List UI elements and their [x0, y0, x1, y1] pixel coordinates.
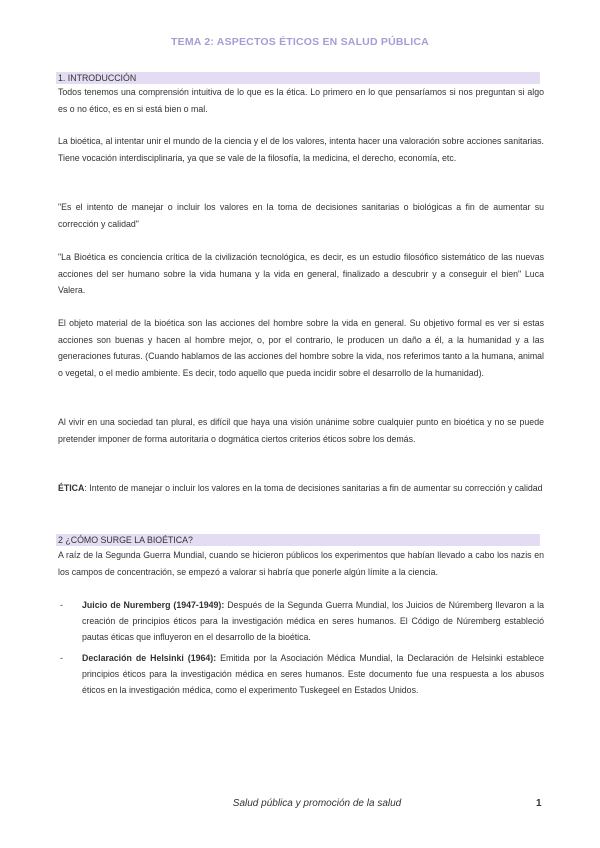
- bullet-dash: -: [60, 653, 63, 663]
- bullet-dash: -: [60, 600, 63, 610]
- paragraph-quote-1: "Es el intento de manejar o incluir los valores en la toma de decisiones sanitarias o biológicas a fin de aumentar su corrección y calidad": [58, 202, 544, 229]
- list-item-text: [82, 597, 544, 645]
- list-item-text: [82, 650, 544, 698]
- list-item-body: Emitida por la Asociación Médica Mundial, la Declaración de Helsinki establece principios éticos para la investigación médica en seres humanos. Este documento fue una respuesta a los abusos éticos en la investigación médica, como el experimento Tuskegeel en Estados Unidos.: [82, 653, 544, 695]
- list-item-body: Después de la Segunda Guerra Mundial, los Juicios de Núremberg llevaron a la creación de principios éticos para la investigación médica en seres humanos. El Código de Núremberg estableció pautas éticas que influyeron en el desarrollo de la bioética.: [82, 600, 544, 642]
- paragraph-intro-2: La bioética, al intentar unir el mundo de la ciencia y el de los valores, intenta hacer una valoración sobre acciones sanitarias. Tiene vocación interdisciplinaria, ya que se vale de la filosofía, la medicina, el derecho, economía, etc.: [58, 136, 544, 163]
- paragraph-quote-2: "La Bioética es conciencia crítica de la civilización tecnológica, es decir, es un estudio filosófico sistemático de las nuevas acciones del ser humano sobre la vida humana y la vida en general, finalizado a descubrir y a conseguir el bien" Luca Valera.: [58, 252, 544, 296]
- page-footer: [0, 798, 600, 814]
- page-number: 1: [536, 798, 542, 809]
- section-heading-como-surge: 2 ¿CÓMO SURGE LA BIOÉTICA?: [56, 534, 540, 546]
- list-item-term: Juicio de Nuremberg (1947-1949):: [82, 600, 225, 610]
- footer-title: Salud pública y promoción de la salud: [232, 798, 402, 809]
- paragraph-intro-1: Todos tenemos una comprensión intuitiva de lo que es la ética. Lo primero en lo que pensaríamos si nos preguntan si algo es o no ético, es en si está bien o mal.: [58, 87, 544, 114]
- paragraph-objeto: El objeto material de la bioética son las acciones del hombre sobre la vida en general. Su objetivo formal es ver si estas acciones son buenas y hacen al hombre mejor, o, por el contrario, le producen un daño a él, a la humanidad y a las generaciones futuras. (Cuando hablamos de las acciones del hombre sobre la vida, nos referimos tanto a la humana, animal o vegetal, o el medio ambiente. Es decir, todo aquello que pueda incidir sobre el desarrollo de la humanidad).: [58, 318, 544, 378]
- section-heading-introduccion: 1. INTRODUCCIÓN: [56, 72, 540, 84]
- document-title: TEMA 2: ASPECTOS ÉTICOS EN SALUD PÚBLICA: [171, 36, 429, 48]
- paragraph-sociedad: Al vivir en una sociedad tan plural, es difícil que haya una visión unánime sobre cualquier punto en bioética y no se puede pretender imponer de forma autoritaria o dogmática ciertos criterios éticos sobre los demás.: [58, 417, 544, 444]
- definition-text: : Intento de manejar o incluir los valores en la toma de decisiones sanitarias a fin de aumentar su corrección y calidad: [84, 483, 543, 493]
- list-item-term: Declaración de Helsinki (1964):: [82, 653, 217, 663]
- definition-etica: [58, 480, 544, 497]
- definition-term: ÉTICA: [58, 483, 85, 493]
- paragraph-surge-intro: A raíz de la Segunda Guerra Mundial, cuando se hicieron públicos los experimentos que habían llevado a cabo los nazis en los campos de concentración, se empezó a valorar si habría que ponerle algún límite a la ciencia.: [58, 550, 544, 577]
